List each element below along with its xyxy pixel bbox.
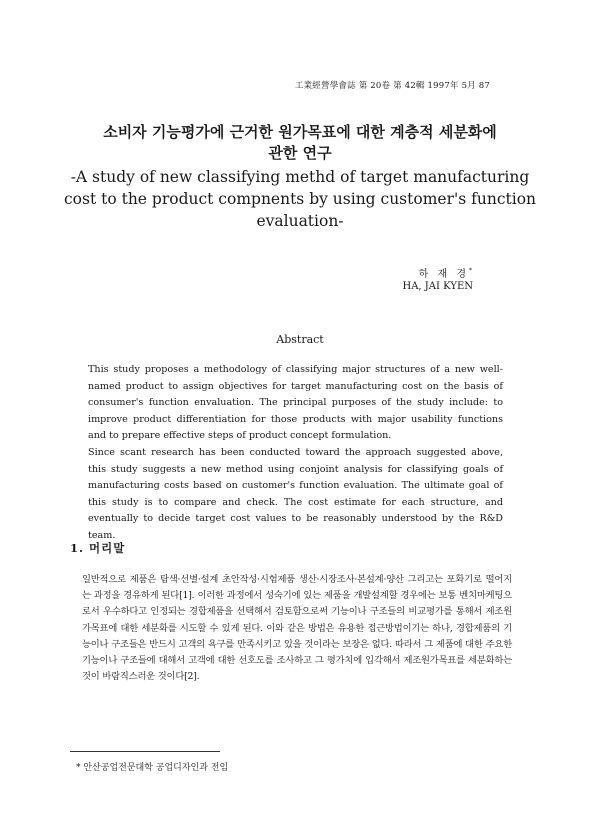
footnote: * 안산공업전문대학 공업디자인과 전임 [76,763,229,773]
introduction-paragraph: 일반적으로 제품은 탐색·선별·설계 초안작성·시험제품 생산·시장조사·본설계·양산 그리고는 포화기로 떨어지는 과정을 경유하게 된다[1]. 이러한 과정에서 성숙기에 있는 제품을 개발설계할 경우에는 보통 벤치마케팅으로서 우수하다고 인정되는 경합제품을 선택해서 검토함으로써 기능이나 구조들의 비교평가를 통해서 제조원가목표에 대한 세분화를 시도할 수 있게 된다. 이와 같은 방법은 유용한 접근방법이기는 하나, 경합제품의 기능이나 구조들은 반드시 고객의 욕구를 만족시키고 있을 것이라는 보장은 없다. 따라서 그 제품에 대한 주요한 기능이나 구조들에 대해서 고객에 대한 선호도를 조사하고 그 평가치에 입각해서 제조원가목표를 세분화하는 것이 바람직스러운 것이다[2]. [82,574,512,683]
english-title [50,166,550,232]
korean-title-line-2: 관한 연구 [268,144,332,162]
author-footnote-mark: * [469,267,472,275]
abstract-paragraph-2: Since scant research has been conducted toward the approach suggested above, this study suggests a new method using conjoint analysis for classifying goals of manufacturing costs based on customer's function evaluation. The ultimate goal of this study is to compare and check. The cost estimate for each structure, and eventually to decide target cost values to be reasonably understood by the R&D team. [88,446,503,541]
author-korean [419,265,472,280]
introduction-body [82,572,512,685]
abstract-heading: Abstract [276,333,324,346]
korean-title [40,122,560,164]
author-korean-name: 하 재 경 [418,269,469,280]
running-header: 工業經營學會誌 第 20卷 第 42輯 1997年 5月 87 [294,81,490,91]
footnote-divider [70,751,220,752]
abstract-paragraph-1: This study proposes a methodology of classifying major structures of a new well-named product to assign objectives for target manufacturing cost on the basis of consumer's function envaluation. The principal purposes of the study include: to improve product differentiation for those products with major usability functions and to prepare effective steps of product concept formulation. [88,364,503,442]
english-title-line-1: -A study of new classifying methd of target manufacturing [70,168,530,186]
korean-title-line-1: 소비자 기능평가에 근거한 원가목표에 대한 계층적 세분화에 [103,123,497,141]
english-title-line-2: cost to the product compnents by using customer's function [63,190,537,208]
author-english: HA, JAI KYEN [402,281,473,292]
section-heading-introduction: 1. 머리말 [70,541,126,555]
english-title-line-3: evaluation- [256,212,344,230]
abstract-body [88,362,503,545]
